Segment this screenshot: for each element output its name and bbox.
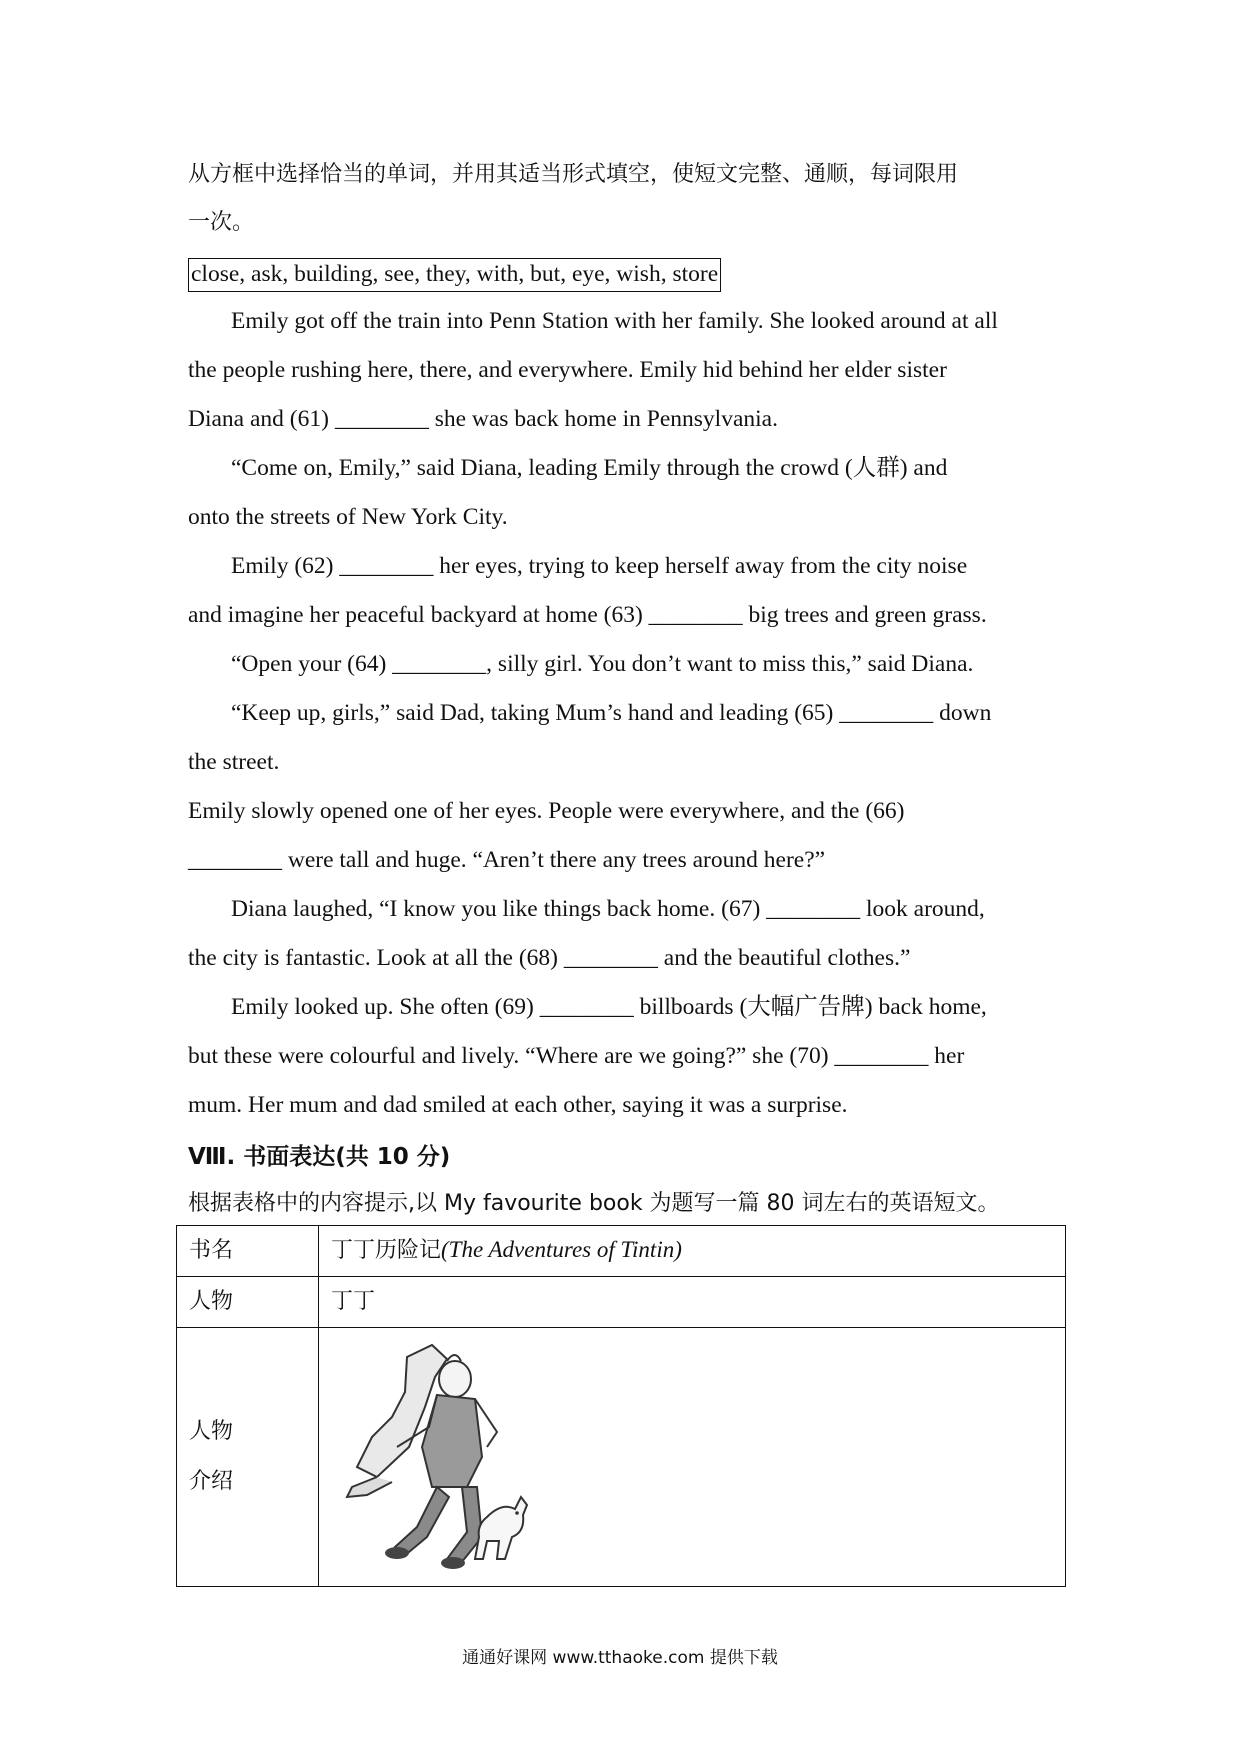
table-row <box>177 1277 1066 1328</box>
intro-label-line-1: 人物 <box>189 1419 234 1444</box>
intro-label-line-2: 介绍 <box>189 1469 234 1494</box>
tintin-illustration <box>337 1337 537 1577</box>
passage-line: Diana and (61) ________ she was back home in Pennsylvania. <box>188 406 778 432</box>
table-label-cell <box>177 1328 319 1587</box>
book-name-cn: 丁丁历险记 <box>331 1238 442 1263</box>
passage-line: “Come on, Emily,” said Diana, leading Emily through the crowd (人群) and <box>231 455 948 481</box>
passage-line: ________ were tall and huge. “Aren’t there any trees around here?” <box>188 847 826 873</box>
passage-line: mum. Her mum and dad smiled at each other, saying it was a surprise. <box>188 1092 848 1118</box>
page-footer: 通通好课网 www.tthaoke.com 提供下载 <box>462 1648 778 1668</box>
table-label-cell <box>177 1277 319 1328</box>
instruction-line-1: 从方框中选择恰当的单词，并用其适当形式填空，使短文完整、通顺，每词限用 <box>188 162 959 187</box>
table-label-cell <box>177 1226 319 1277</box>
table-row <box>177 1328 1066 1587</box>
character-label: 人物 <box>189 1289 234 1314</box>
passage-line: the street. <box>188 749 280 775</box>
table-value-cell <box>319 1226 1066 1277</box>
passage-line: Emily (62) ________ her eyes, trying to keep herself away from the city noise <box>231 553 968 579</box>
passage-line: Emily looked up. She often (69) ________ billboards (大幅广告牌) back home, <box>231 994 987 1020</box>
passage-line: onto the streets of New York City. <box>188 504 508 530</box>
word-bank-box: close, ask, building, see, they, with, but, eye, wish, store <box>188 258 721 292</box>
book-name-label: 书名 <box>189 1238 234 1263</box>
passage-line: Diana laughed, “I know you like things back home. (67) ________ look around, <box>231 896 985 922</box>
passage-line: the city is fantastic. Look at all the (68) ________ and the beautiful clothes.” <box>188 945 911 971</box>
passage-line: but these were colourful and lively. “Where are we going?” she (70) ________ her <box>188 1043 965 1069</box>
book-name-en: (The Adventures of Tintin) <box>441 1237 682 1262</box>
passage-line: the people rushing here, there, and everywhere. Emily hid behind her elder sister <box>188 357 947 383</box>
writing-prompt: 根据表格中的内容提示,以 My favourite book 为题写一篇 80 词左右的英语短文。 <box>188 1191 1000 1216</box>
passage-line: Emily slowly opened one of her eyes. People were everywhere, and the (66) <box>188 798 905 824</box>
passage-line: “Open your (64) ________, silly girl. You don’t want to miss this,” said Diana. <box>231 651 974 677</box>
instruction-line-2: 一次。 <box>188 210 255 235</box>
table-row <box>177 1226 1066 1277</box>
character-name: 丁丁 <box>331 1289 376 1314</box>
table-value-cell <box>319 1328 1066 1587</box>
passage-line: and imagine her peaceful backyard at home (63) ________ big trees and green grass. <box>188 602 987 628</box>
passage-line: Emily got off the train into Penn Station with her family. She looked around at all <box>231 308 998 334</box>
section-title: Ⅷ. 书面表达(共 10 分) <box>188 1144 451 1170</box>
info-table <box>176 1225 1066 1587</box>
passage-line: “Keep up, girls,” said Dad, taking Mum’s hand and leading (65) ________ down <box>231 700 992 726</box>
table-value-cell <box>319 1277 1066 1328</box>
